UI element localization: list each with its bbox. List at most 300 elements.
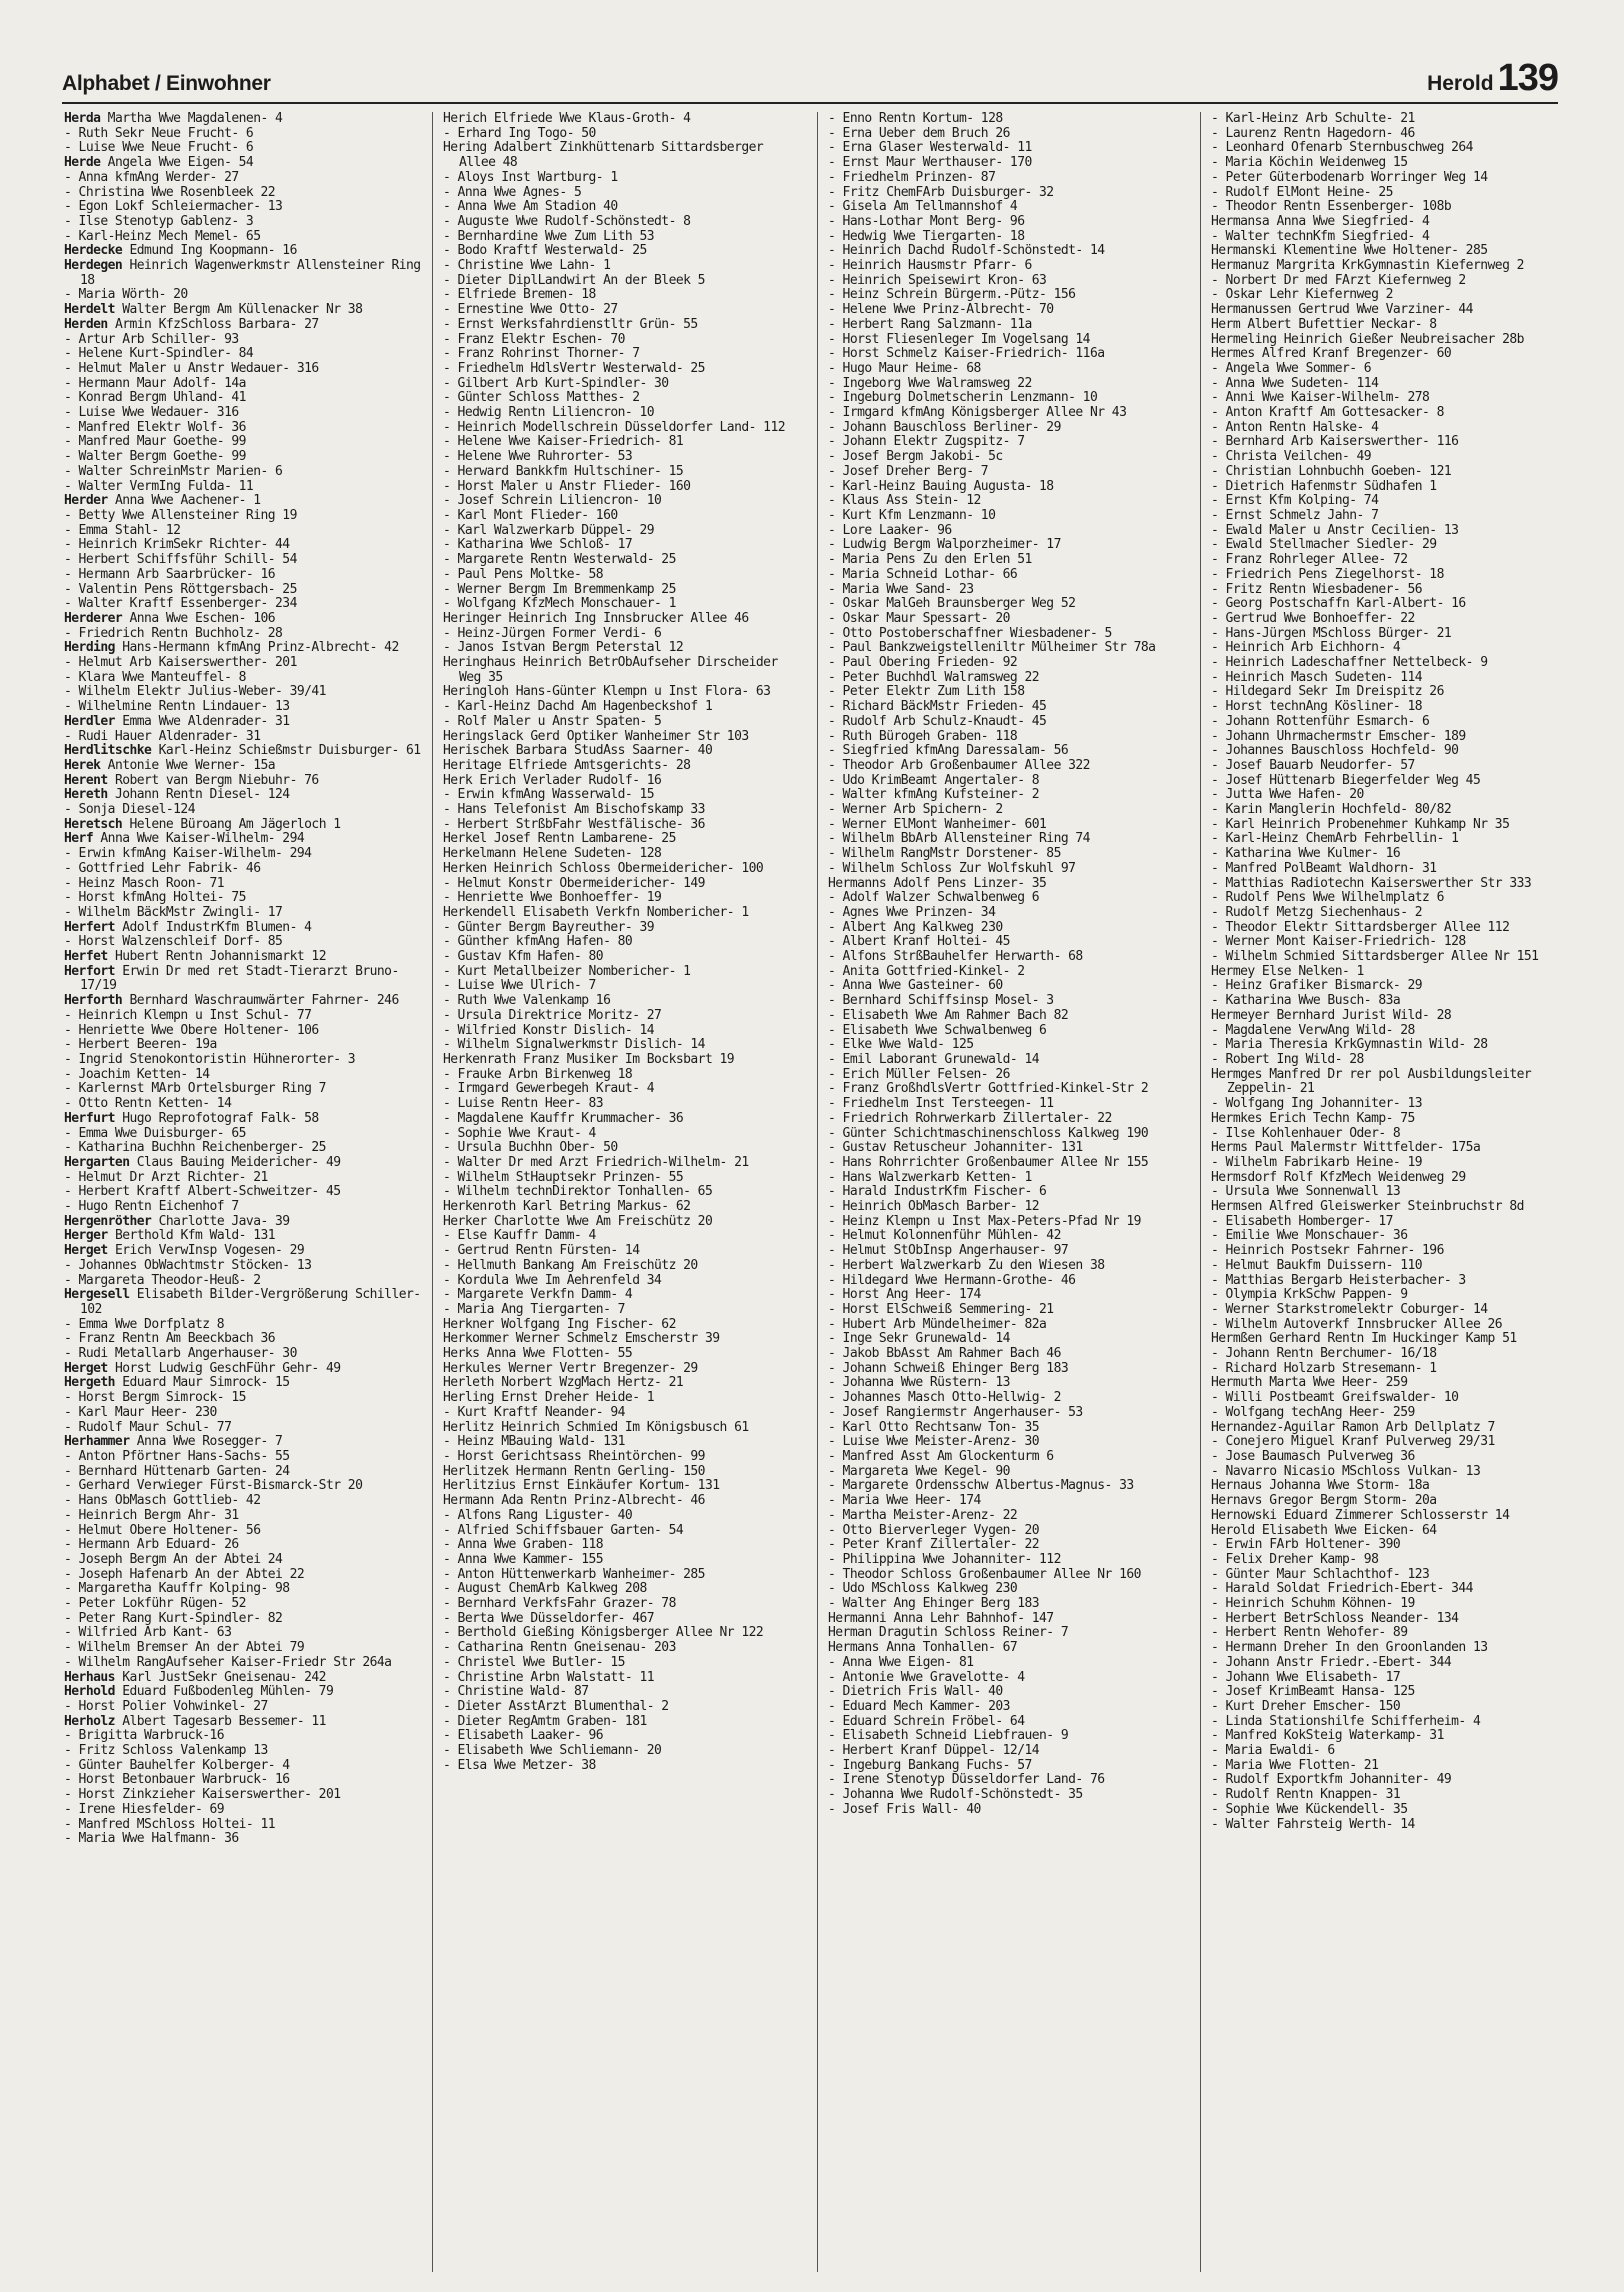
entry-text: - Christel Wwe Butler- 15 bbox=[443, 1654, 625, 1670]
directory-entry bbox=[64, 1171, 422, 1186]
entry-text: - Ernst Maur Werthauser- 170 bbox=[828, 155, 1032, 171]
directory-entry bbox=[64, 1215, 422, 1230]
directory-entry bbox=[443, 141, 801, 170]
entry-text: - Dieter AsstArzt Blumenthal- 2 bbox=[443, 1698, 669, 1714]
directory-entry bbox=[1211, 730, 1569, 745]
directory-entry bbox=[828, 1450, 1186, 1465]
directory-entry bbox=[64, 1009, 422, 1024]
entry-text: Herkenroth Karl Betring Markus- 62 bbox=[443, 1199, 691, 1215]
surname-keyword: Herder bbox=[64, 493, 108, 509]
entry-text: - Luise Rentn Heer- 83 bbox=[443, 1096, 604, 1112]
directory-entry bbox=[1211, 171, 1569, 186]
entry-text: - Herbert Kranf Düppel- 12/14 bbox=[828, 1743, 1040, 1759]
directory-entry bbox=[443, 1406, 801, 1421]
directory-entry bbox=[64, 318, 422, 333]
directory-entry bbox=[1211, 1127, 1569, 1142]
directory-entry bbox=[443, 1612, 801, 1627]
entry-text: - Irene Stenotyp Düsseldorfer Land- 76 bbox=[828, 1772, 1105, 1788]
directory-entry bbox=[443, 215, 801, 230]
directory-entry bbox=[443, 627, 801, 642]
entry-text: - Ernst Kfm Kolping- 74 bbox=[1211, 493, 1379, 509]
directory-entry bbox=[1211, 1626, 1569, 1641]
directory-entry bbox=[1211, 1509, 1569, 1524]
directory-entry bbox=[828, 803, 1186, 818]
entry-text: - Sophie Wwe Kückendell- 35 bbox=[1211, 1801, 1408, 1817]
entry-text: Hermans Anna Tonhallen- 67 bbox=[828, 1640, 1018, 1656]
directory-entry bbox=[1211, 568, 1569, 583]
directory-entry bbox=[64, 1465, 422, 1480]
directory-entry bbox=[443, 583, 801, 598]
entry-text: - Erhard Ing Togo- 50 bbox=[443, 125, 596, 141]
entry-text: - Maria Pens Zu den Erlen 51 bbox=[828, 552, 1032, 568]
directory-entry bbox=[64, 1656, 422, 1671]
directory-entry bbox=[64, 994, 422, 1009]
entry-text: - Erna Ueber dem Bruch 26 bbox=[828, 125, 1010, 141]
directory-entry bbox=[1211, 391, 1569, 406]
entry-text: - Hubert Arb Mündelheimer- 82a bbox=[828, 1316, 1047, 1332]
entry-text: - Theodor Arb Großenbaumer Allee 322 bbox=[828, 757, 1090, 773]
directory-entry bbox=[1211, 1729, 1569, 1744]
surname-keyword: Herfert bbox=[64, 919, 115, 935]
entry-text: - Horst technAng Kösliner- 18 bbox=[1211, 699, 1423, 715]
entry-text: - Ursula Direktrice Moritz- 27 bbox=[443, 1007, 662, 1023]
directory-entry bbox=[64, 156, 422, 171]
entry-text: - Johannes Bauschloss Hochfeld- 90 bbox=[1211, 743, 1459, 759]
entry-text: Heinrich Wagenwerkmstr Allensteiner Ring 18 bbox=[80, 258, 421, 288]
entry-text: - Emilie Wwe Monschauer- 36 bbox=[1211, 1228, 1408, 1244]
entry-text: - Dieter RegAmtm Graben- 181 bbox=[443, 1713, 647, 1729]
directory-entry bbox=[828, 186, 1186, 201]
entry-text: - Helene Kurt-Spindler- 84 bbox=[64, 346, 254, 362]
directory-entry bbox=[64, 1685, 422, 1700]
entry-text: - Elke Wwe Wald- 125 bbox=[828, 1037, 974, 1053]
directory-entry bbox=[64, 112, 422, 127]
directory-entry bbox=[443, 759, 801, 774]
surname-keyword: Herhold bbox=[64, 1684, 115, 1700]
entry-text: - Werner Starkstromelektr Coburger- 14 bbox=[1211, 1301, 1488, 1317]
entry-text: Anna Wwe Aachener- 1 bbox=[107, 493, 261, 509]
directory-entry bbox=[64, 391, 422, 406]
directory-entry bbox=[828, 1376, 1186, 1391]
directory-entry bbox=[1211, 524, 1569, 539]
directory-entry bbox=[828, 1715, 1186, 1730]
directory-entry bbox=[64, 127, 422, 142]
entry-text: - Kurt Kraftf Neander- 94 bbox=[443, 1404, 625, 1420]
entry-text: - Walter VermIng Fulda- 11 bbox=[64, 478, 254, 494]
directory-entry bbox=[828, 568, 1186, 583]
directory-entry bbox=[64, 1259, 422, 1274]
entry-text: - Maria Wwe Flotten- 21 bbox=[1211, 1757, 1379, 1773]
surname-keyword: Herfet bbox=[64, 949, 108, 965]
entry-text: - Maria Wörth- 20 bbox=[64, 287, 188, 303]
directory-entry bbox=[1211, 1818, 1569, 1833]
directory-column-4 bbox=[1200, 112, 1569, 2272]
directory-entry bbox=[828, 862, 1186, 877]
entry-text: - Horst Schmelz Kaiser-Friedrich- 116a bbox=[828, 346, 1105, 362]
directory-entry bbox=[64, 1509, 422, 1524]
directory-entry bbox=[1211, 1068, 1569, 1097]
entry-text: - Karl Maur Heer- 230 bbox=[64, 1404, 217, 1420]
directory-entry bbox=[443, 788, 801, 803]
directory-entry bbox=[64, 1744, 422, 1759]
entry-text: Charlotte Java- 39 bbox=[151, 1213, 290, 1229]
entry-text: Anna Wwe Kaiser-Wilhelm- 294 bbox=[93, 831, 305, 847]
directory-entry bbox=[443, 891, 801, 906]
entry-text: Herkommer Werner Schmelz Emscherstr 39 bbox=[443, 1331, 720, 1347]
directory-entry bbox=[1211, 362, 1569, 377]
directory-entry bbox=[443, 406, 801, 421]
entry-text: - Udo MSchloss Kalkweg 230 bbox=[828, 1581, 1018, 1597]
entry-text: - Horst ElSchweiß Semmering- 21 bbox=[828, 1301, 1054, 1317]
entry-text: - Johann Rentn Berchumer- 16/18 bbox=[1211, 1346, 1437, 1362]
entry-text: - Gerhard Verwieger Fürst-Bismarck-Str 20 bbox=[64, 1478, 363, 1494]
directory-entry bbox=[828, 538, 1186, 553]
entry-text: - Erich Müller Felsen- 26 bbox=[828, 1066, 1010, 1082]
surname-keyword: Herf bbox=[64, 831, 94, 847]
entry-text: - Johann Uhrmachermstr Emscher- 189 bbox=[1211, 728, 1466, 744]
directory-entry bbox=[1211, 1318, 1569, 1333]
entry-text: - Horst Bergm Simrock- 15 bbox=[64, 1390, 246, 1406]
directory-entry bbox=[443, 186, 801, 201]
directory-entry bbox=[64, 1288, 422, 1317]
entry-text: - Agnes Wwe Prinzen- 34 bbox=[828, 904, 996, 920]
entry-text: - Elsa Wwe Metzer- 38 bbox=[443, 1757, 596, 1773]
directory-entry bbox=[1211, 935, 1569, 950]
entry-text: - Hugo Maur Heime- 68 bbox=[828, 360, 981, 376]
entry-text: Angela Wwe Eigen- 54 bbox=[100, 155, 254, 171]
section-title: Alphabet / Einwohner bbox=[62, 72, 271, 95]
entry-text: Hernowski Eduard Zimmerer Schlosserstr 14 bbox=[1211, 1507, 1510, 1523]
entry-text: - Heinrich Postsekr Fahrner- 196 bbox=[1211, 1243, 1444, 1259]
entry-text: - Ernestine Wwe Otto- 27 bbox=[443, 302, 618, 318]
entry-text: - Hermann Arb Eduard- 26 bbox=[64, 1537, 239, 1553]
entry-text: - Luise Wwe Neue Frucht- 6 bbox=[64, 140, 254, 156]
directory-entry bbox=[828, 1391, 1186, 1406]
directory-entry bbox=[443, 1494, 801, 1509]
entry-text: - Anna Wwe Eigen- 81 bbox=[828, 1654, 974, 1670]
directory-entry bbox=[64, 935, 422, 950]
directory-entry bbox=[64, 1450, 422, 1465]
directory-entry bbox=[64, 597, 422, 612]
entry-text: - Heinrich KrimSekr Richter- 44 bbox=[64, 537, 290, 553]
directory-entry bbox=[828, 1053, 1186, 1068]
directory-entry bbox=[1211, 1465, 1569, 1480]
entry-text: - Horst Zinkzieher Kaiserswerther- 201 bbox=[64, 1787, 341, 1803]
entry-text: - Katharina Wwe Busch- 83a bbox=[1211, 993, 1401, 1009]
entry-text: - Anita Gottfried-Kinkel- 2 bbox=[828, 963, 1025, 979]
entry-text: - Peter Buchhdl Walramsweg 22 bbox=[828, 669, 1040, 685]
entry-text: Eduard Fußbodenleg Mühlen- 79 bbox=[114, 1684, 334, 1700]
directory-entry bbox=[64, 186, 422, 201]
entry-text: - Heinrich Hausmstr Pfarr- 6 bbox=[828, 258, 1032, 274]
directory-entry bbox=[443, 1376, 801, 1391]
entry-text: - Paul Bankzweigstelleniltr Mülheimer Str 78a bbox=[828, 640, 1156, 656]
directory-entry bbox=[64, 1788, 422, 1803]
directory-entry bbox=[443, 112, 801, 127]
directory-entry bbox=[828, 230, 1186, 245]
entry-text: - Karlernst MArb Ortelsburger Ring 7 bbox=[64, 1081, 326, 1097]
entry-text: - Wolfgang techAng Heer- 259 bbox=[1211, 1404, 1415, 1420]
directory-entry bbox=[64, 1700, 422, 1715]
directory-entry bbox=[64, 730, 422, 745]
entry-text: - Friedhelm Prinzen- 87 bbox=[828, 169, 996, 185]
entry-text: - Leonhard Ofenarb Sternbuschweg 264 bbox=[1211, 140, 1473, 156]
entry-text: - Rudolf Exportkfm Johanniter- 49 bbox=[1211, 1772, 1452, 1788]
directory-entry bbox=[443, 921, 801, 936]
directory-entry bbox=[64, 347, 422, 362]
entry-text: - Maria Köchin Weidenweg 15 bbox=[1211, 155, 1408, 171]
entry-text: - Richard BäckMstr Frieden- 45 bbox=[828, 699, 1047, 715]
entry-text: - Elfriede Bremen- 18 bbox=[443, 287, 596, 303]
directory-entry bbox=[443, 612, 801, 627]
entry-text: - Anton Hüttenwerkarb Wanheimer- 285 bbox=[443, 1566, 705, 1582]
directory-entry bbox=[443, 950, 801, 965]
directory-entry bbox=[1211, 288, 1569, 303]
entry-text: - Walter kfmAng Kufsteiner- 2 bbox=[828, 787, 1040, 803]
page-number: 139 bbox=[1497, 57, 1558, 99]
directory-entry bbox=[1211, 1038, 1569, 1053]
directory-entry bbox=[1211, 494, 1569, 509]
entry-text: - Margarete Rentn Westerwald- 25 bbox=[443, 552, 676, 568]
directory-entry bbox=[1211, 1744, 1569, 1759]
directory-entry bbox=[1211, 1274, 1569, 1289]
directory-entry bbox=[443, 1274, 801, 1289]
directory-entry bbox=[443, 1097, 801, 1112]
entry-text: - Maria Wwe Halfmann- 36 bbox=[64, 1831, 239, 1847]
directory-entry bbox=[828, 583, 1186, 598]
directory-entry bbox=[1211, 1494, 1569, 1509]
entry-text: Martha Wwe Magdalenen- 4 bbox=[100, 112, 283, 126]
entry-text: - Horst Polier Vohwinkel- 27 bbox=[64, 1698, 268, 1714]
directory-entry bbox=[1211, 1112, 1569, 1127]
directory-entry bbox=[64, 656, 422, 671]
entry-text: - Ruth Wwe Valenkamp 16 bbox=[443, 993, 611, 1009]
directory-entry bbox=[64, 1082, 422, 1097]
entry-text: - Günter Schichtmaschinenschloss Kalkweg 190 bbox=[828, 1125, 1149, 1141]
entry-text: - Anna Wwe Kammer- 155 bbox=[443, 1551, 604, 1567]
entry-text: - Heinz Schrein Bürgerm.-Pütz- 156 bbox=[828, 287, 1076, 303]
directory-entry bbox=[828, 1318, 1186, 1333]
entry-text: - Albert Kranf Holtei- 45 bbox=[828, 934, 1010, 950]
directory-entry bbox=[828, 465, 1186, 480]
directory-entry bbox=[1211, 1479, 1569, 1494]
entry-text: Hermanussen Gertrud Wwe Varziner- 44 bbox=[1211, 302, 1473, 318]
directory-entry bbox=[1211, 1215, 1569, 1230]
directory-entry bbox=[828, 832, 1186, 847]
directory-entry bbox=[443, 1391, 801, 1406]
directory-entry bbox=[64, 333, 422, 348]
directory-entry bbox=[1211, 186, 1569, 201]
directory-entry bbox=[828, 1524, 1186, 1539]
directory-entry bbox=[828, 935, 1186, 950]
directory-entry bbox=[64, 524, 422, 539]
entry-text: - Maria Schneid Lothar- 66 bbox=[828, 566, 1018, 582]
directory-entry bbox=[64, 612, 422, 627]
directory-entry bbox=[443, 494, 801, 509]
entry-text: - Ernst Werksfahrdienstltr Grün- 55 bbox=[443, 316, 698, 332]
entry-text: - Rudolf Arb Schulz-Knaudt- 45 bbox=[828, 713, 1047, 729]
directory-entry bbox=[1211, 1773, 1569, 1788]
entry-text: - Ernst Schmelz Jahn- 7 bbox=[1211, 507, 1379, 523]
entry-text: - Elisabeth Laaker- 96 bbox=[443, 1728, 604, 1744]
directory-entry bbox=[828, 979, 1186, 994]
directory-entry bbox=[1211, 1553, 1569, 1568]
directory-entry bbox=[443, 979, 801, 994]
entry-text: - Christian Lohnbuchh Goeben- 121 bbox=[1211, 463, 1452, 479]
directory-entry bbox=[64, 862, 422, 877]
entry-text: - Heinrich Ladeschaffner Nettelbeck- 9 bbox=[1211, 655, 1488, 671]
directory-entry bbox=[828, 700, 1186, 715]
entry-text: - Hans ObMasch Gottlieb- 42 bbox=[64, 1493, 261, 1509]
entry-text: - Horst Ang Heer- 174 bbox=[828, 1287, 981, 1303]
entry-text: - Sonja Diesel-124 bbox=[64, 802, 195, 818]
directory-entry bbox=[828, 906, 1186, 921]
directory-entry bbox=[828, 1788, 1186, 1803]
directory-column-3 bbox=[817, 112, 1186, 2272]
entry-text: - Herbert Walzwerkarb Zu den Wiesen 38 bbox=[828, 1257, 1105, 1273]
directory-entry bbox=[64, 1479, 422, 1494]
directory-entry bbox=[828, 877, 1186, 892]
entry-text: - Harald IndustrKfm Fischer- 6 bbox=[828, 1184, 1047, 1200]
directory-entry bbox=[64, 1318, 422, 1333]
entry-text: - Luise Wwe Ulrich- 7 bbox=[443, 978, 596, 994]
directory-entry bbox=[1211, 538, 1569, 553]
entry-text: - Maria Theresia KrkGymnastin Wild- 28 bbox=[1211, 1037, 1488, 1053]
entry-text: - Helmut Konstr Obermeidericher- 149 bbox=[443, 875, 705, 891]
entry-text: Hermeling Heinrich Gießer Neubreisacher 28b bbox=[1211, 331, 1524, 347]
entry-text: - Rudi Metallarb Angerhauser- 30 bbox=[64, 1346, 297, 1362]
entry-text: - Helene Wwe Ruhrorter- 53 bbox=[443, 449, 633, 465]
directory-entry bbox=[1211, 480, 1569, 495]
directory-entry bbox=[1211, 891, 1569, 906]
publisher-name: Herold bbox=[1427, 72, 1494, 95]
directory-entry bbox=[828, 362, 1186, 377]
entry-text: - Elisabeth Homberger- 17 bbox=[1211, 1213, 1393, 1229]
directory-entry bbox=[828, 318, 1186, 333]
entry-text: - Margarete Ordensschw Albertus-Magnus- 33 bbox=[828, 1478, 1134, 1494]
directory-entry bbox=[828, 965, 1186, 980]
directory-entry bbox=[1211, 1450, 1569, 1465]
surname-keyword: Herding bbox=[64, 640, 115, 656]
directory-entry bbox=[828, 1656, 1186, 1671]
directory-entry bbox=[64, 847, 422, 862]
directory-entry bbox=[443, 1038, 801, 1053]
entry-text: - Johann Anstr Friedr.-Ebert- 344 bbox=[1211, 1654, 1452, 1670]
entry-text: - Gustav Kfm Hafen- 80 bbox=[443, 949, 604, 965]
entry-text: - Wilhelm Elektr Julius-Weber- 39/41 bbox=[64, 684, 326, 700]
entry-text: - Rolf Maler u Anstr Spaten- 5 bbox=[443, 713, 662, 729]
entry-text: - Oskar Lehr Kiefernweg 2 bbox=[1211, 287, 1393, 303]
directory-entry bbox=[828, 1200, 1186, 1215]
directory-entry bbox=[64, 1332, 422, 1347]
directory-entry bbox=[64, 1626, 422, 1641]
directory-entry bbox=[828, 509, 1186, 524]
directory-entry bbox=[828, 818, 1186, 833]
entry-text: - Günter Maur Schlachthof- 123 bbox=[1211, 1566, 1430, 1582]
entry-text: - Wilfried Konstr Dislich- 14 bbox=[443, 1022, 655, 1038]
entry-text: - Anna Wwe Am Stadion 40 bbox=[443, 199, 618, 215]
entry-text: - Wilhelm technDirektor Tonhallen- 65 bbox=[443, 1184, 713, 1200]
entry-text: Hubert Rentn Johannismarkt 12 bbox=[107, 949, 326, 965]
entry-text: - Adolf Walzer Schwalbenweg 6 bbox=[828, 890, 1040, 906]
surname-keyword: Herderer bbox=[64, 610, 123, 626]
directory-entry bbox=[828, 685, 1186, 700]
directory-entry bbox=[1211, 318, 1569, 333]
entry-text: - Josef Dreher Berg- 7 bbox=[828, 463, 989, 479]
entry-text: Herkel Josef Rentn Lambarene- 25 bbox=[443, 831, 676, 847]
directory-entry bbox=[64, 1053, 422, 1068]
directory-entry bbox=[443, 509, 801, 524]
entry-text: Herich Elfriede Wwe Klaus-Groth- 4 bbox=[443, 112, 691, 126]
directory-entry bbox=[1211, 1171, 1569, 1186]
directory-column-2 bbox=[432, 112, 801, 2272]
directory-entry bbox=[1211, 950, 1569, 965]
entry-text: - Gustav Retuscheur Johanniter- 131 bbox=[828, 1140, 1083, 1156]
directory-entry bbox=[828, 1097, 1186, 1112]
entry-text: - Friedrich Rohrwerkarb Zillertaler- 22 bbox=[828, 1110, 1112, 1126]
directory-entry bbox=[443, 480, 801, 495]
directory-entry bbox=[64, 465, 422, 480]
surname-keyword: Herda bbox=[64, 112, 101, 126]
directory-entry bbox=[828, 1024, 1186, 1039]
directory-entry bbox=[64, 788, 422, 803]
entry-text: - Johann Elektr Zugspitz- 7 bbox=[828, 434, 1025, 450]
entry-text: Robert van Bergm Niebuhr- 76 bbox=[107, 772, 319, 788]
directory-entry bbox=[828, 1038, 1186, 1053]
directory-entry bbox=[64, 1127, 422, 1142]
directory-entry bbox=[828, 1597, 1186, 1612]
entry-text: Herleth Norbert WzgMach Hertz- 21 bbox=[443, 1375, 684, 1391]
entry-text: - Hermann Arb Saarbrücker- 16 bbox=[64, 566, 276, 582]
entry-text: - Wolfgang Ing Johanniter- 13 bbox=[1211, 1096, 1423, 1112]
entry-text: - Conejero Miguel Kranf Pulverweg 29/31 bbox=[1211, 1434, 1495, 1450]
directory-entry bbox=[443, 1729, 801, 1744]
directory-entry bbox=[828, 377, 1186, 392]
entry-text: - Valentin Pens Röttgersbach- 25 bbox=[64, 581, 297, 597]
directory-entry bbox=[64, 171, 422, 186]
entry-text: - Horst Fliesenleger Im Vogelsang 14 bbox=[828, 331, 1090, 347]
entry-text: - Jutta Wwe Hafen- 20 bbox=[1211, 787, 1364, 803]
entry-text: - Rudolf Maur Schul- 77 bbox=[64, 1419, 232, 1435]
directory-entry bbox=[64, 288, 422, 303]
entry-text: - Joachim Ketten- 14 bbox=[64, 1066, 210, 1082]
directory-entry bbox=[443, 935, 801, 950]
directory-entry bbox=[443, 1127, 801, 1142]
entry-text: - Franz Rentn Am Beeckbach 36 bbox=[64, 1331, 276, 1347]
directory-entry bbox=[1211, 597, 1569, 612]
directory-entry bbox=[1211, 1700, 1569, 1715]
entry-text: - Dietrich Fris Wall- 40 bbox=[828, 1684, 1003, 1700]
directory-entry bbox=[64, 891, 422, 906]
directory-entry bbox=[828, 259, 1186, 274]
directory-entry bbox=[64, 406, 422, 421]
directory-entry bbox=[64, 1421, 422, 1436]
entry-text: - Johann Bauschloss Berliner- 29 bbox=[828, 419, 1061, 435]
entry-text: - Lore Laaker- 96 bbox=[828, 522, 952, 538]
directory-entry bbox=[828, 1259, 1186, 1274]
entry-text: Herm Albert Bufettier Neckar- 8 bbox=[1211, 316, 1437, 332]
directory-entry bbox=[828, 171, 1186, 186]
entry-text: - Helmut Dr Arzt Richter- 21 bbox=[64, 1169, 268, 1185]
entry-text: - Otto Bierverleger Vygen- 20 bbox=[828, 1522, 1040, 1538]
entry-text: - Walter Kraftf Essenberger- 234 bbox=[64, 596, 297, 612]
entry-text: Heringslack Gerd Optiker Wanheimer Str 103 bbox=[443, 728, 749, 744]
entry-text: - Josef Bergm Jakobi- 5c bbox=[828, 449, 1003, 465]
directory-entry bbox=[828, 1215, 1186, 1230]
entry-text: Hugo Reprofotograf Falk- 58 bbox=[114, 1110, 319, 1126]
directory-entry bbox=[828, 1626, 1186, 1641]
directory-entry bbox=[828, 730, 1186, 745]
